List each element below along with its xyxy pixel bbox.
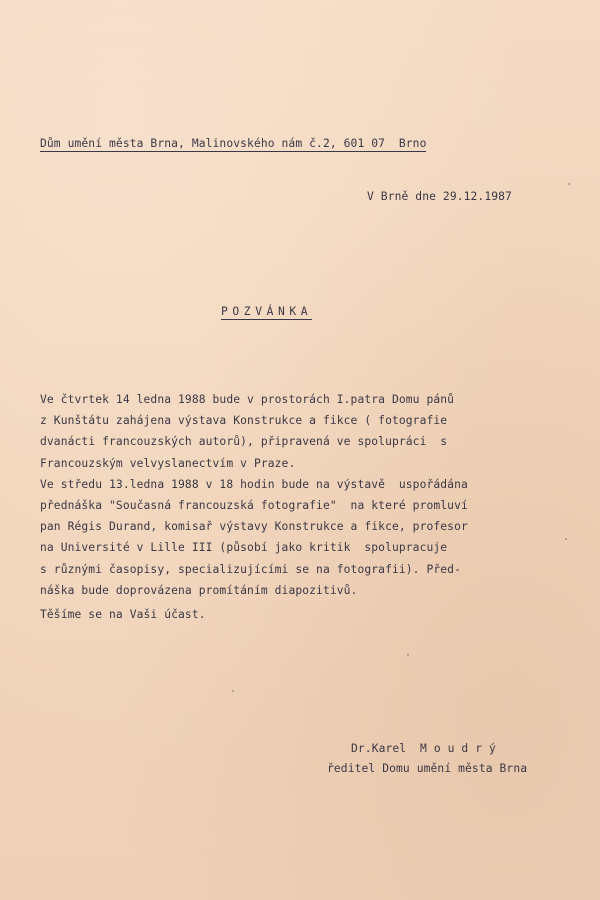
paper-speck [232, 690, 234, 692]
signer-name: Dr.Karel M o u d r ý [351, 742, 496, 755]
body-line: dvanácti francouzských autorů), připravená ve spolupráci s [40, 435, 448, 449]
signer-role: ředitel Domu umění města Brna [327, 762, 528, 775]
body-line: pan Régis Durand, komisař výstavy Konstrukce a fikce, profesor [40, 520, 468, 534]
letter-date: V Brně dne 29.12.1987 [367, 190, 512, 203]
body-line: náška bude doprovázena promítáním diapozitivů. [40, 583, 358, 597]
body-line: Ve středu 13.ledna 1988 v 18 hodin bude na výstavě uspořádána [40, 477, 468, 491]
paper-speck [565, 538, 567, 540]
paper-speck [407, 654, 409, 656]
body-line: z Kunštátu zahájena výstava Konstrukce a fikce ( fotografie [40, 414, 448, 428]
body-line: s různými časopisy, specializujícími se na fotografii). Před- [40, 562, 461, 576]
document-title: POZVÁNKA [221, 305, 313, 318]
letterhead: Dům umění města Brna, Malinovského nám č.2, 601 07 Brno [40, 137, 427, 150]
body-line: na Université v Lille III (působí jako kritik spolupracuje [40, 541, 448, 555]
body-line: přednáška "Současná francouzská fotografie" na které promluví [40, 498, 468, 512]
letter-body [40, 389, 468, 601]
body-line: Francouzským velvyslanectvím v Praze. [40, 456, 296, 470]
body-line: Ve čtvrtek 14 ledna 1988 bude v prostorách I.patra Domu pánů [40, 393, 455, 406]
paper-speck [568, 183, 570, 185]
closing-line: Těšíme se na Vaši účast. [40, 608, 206, 621]
